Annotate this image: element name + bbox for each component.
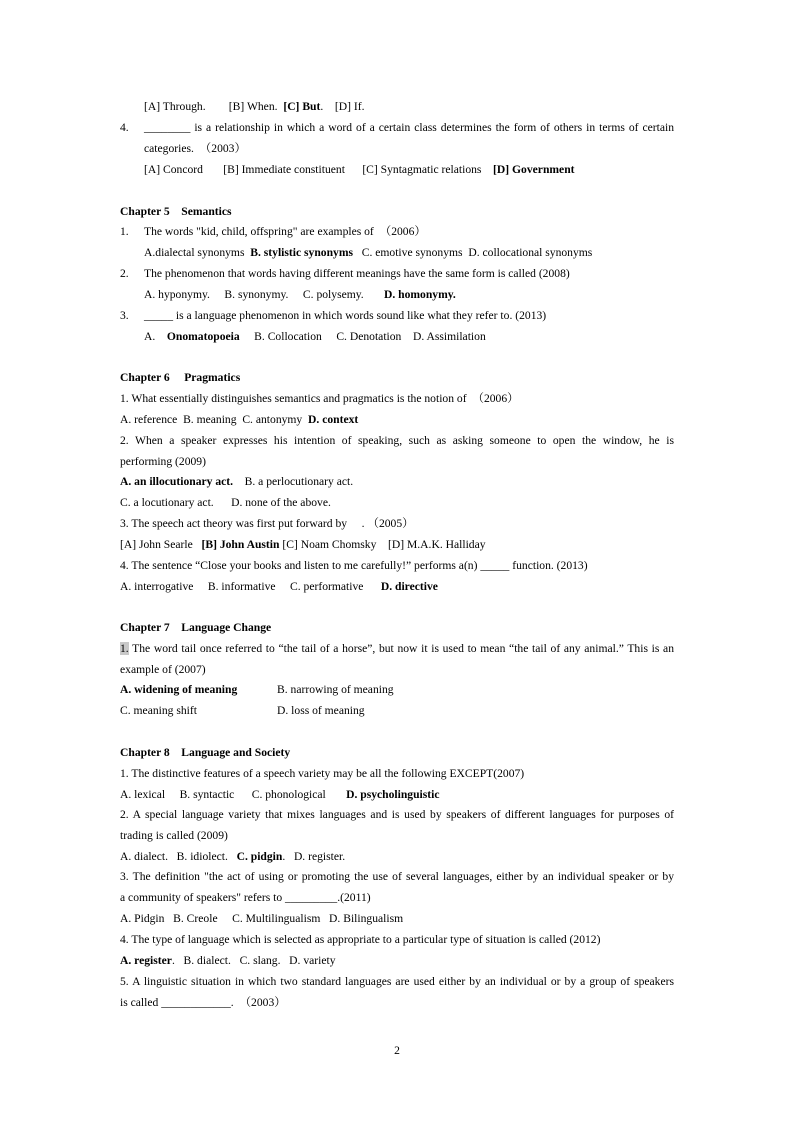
- syntax-q3-options: [A] Through. [B] When. [C] But. [D] If.: [144, 100, 365, 113]
- syntax-q4-text: ________ is a relationship in which a word of a certain class determines the form of others in terms of certain: [144, 121, 674, 134]
- chapter-8-heading: Chapter 8 Language and Society: [120, 746, 291, 759]
- option-a: A. Pidgin: [120, 912, 165, 925]
- option-c: C. antonymy: [242, 413, 303, 426]
- option-d: D. Bilingualism: [329, 912, 404, 925]
- option-b: B. dialect.: [183, 954, 231, 967]
- option-c: C. performative: [290, 580, 364, 593]
- question-number: 3.: [120, 309, 129, 322]
- ch6-q2-options-row2: [120, 496, 331, 510]
- ch7-q1-option-c: C. meaning shift: [120, 704, 197, 717]
- ch7-q1-option-b: B. narrowing of meaning: [277, 683, 394, 696]
- ch6-q3-text: 3. The speech act theory was first put forward by . （2005）: [120, 517, 414, 530]
- option-a: A. reference: [120, 413, 178, 426]
- option-c: C. polysemy.: [302, 288, 364, 301]
- ch5-q1-text: The words "kid, child, offspring" are examples of （2006）: [144, 225, 426, 238]
- ch8-q3-text-cont: a community of speakers" refers to _________.(2011): [120, 891, 371, 904]
- option-c: [C] Noam Chomsky: [282, 538, 377, 551]
- ch8-q4-options: A. register. B. dialect. C. slang. D. variety: [120, 954, 336, 967]
- ch8-q3-text: 3. The definition "the act of using or promoting the use of several languages, either by an individual speaker or by: [120, 870, 674, 883]
- option-d-answer: D. psycholinguistic: [346, 788, 440, 801]
- ch7-q1-text: [120, 642, 674, 656]
- ch5-q2-options: [144, 288, 456, 302]
- highlighted-question-number: 1.: [120, 642, 129, 655]
- option-b: B. Creole: [173, 912, 218, 925]
- ch7-q1-option-d: D. loss of meaning: [277, 704, 365, 717]
- ch6-q2-text: 2. When a speaker expresses his intention of speaking, such as asking someone to open the window, he is: [120, 434, 674, 447]
- option-b: B. meaning: [183, 413, 237, 426]
- option-a-answer: Onomatopoeia: [166, 330, 240, 343]
- option-b-answer: [B] John Austin: [201, 538, 280, 551]
- ch8-q2-options: A. dialect. B. idiolect. C. pidgin. D. register.: [120, 850, 346, 863]
- chapter-6-heading: Chapter 6 Pragmatics: [120, 371, 241, 384]
- option-a: [A] Through.: [144, 100, 206, 113]
- option-c: [C] Syntagmatic relations: [362, 163, 482, 176]
- ch7-q1-option-a-answer: A. widening of meaning: [120, 683, 238, 696]
- ch8-q2-text: 2. A special language variety that mixes languages and is used by speakers of different languages for purposes of: [120, 808, 674, 821]
- ch5-q3-options: [144, 330, 486, 344]
- option-a: A. lexical: [120, 788, 166, 801]
- option-b: B. idiolect.: [176, 850, 228, 863]
- option-d-answer: D. directive: [380, 580, 438, 593]
- option-d-answer: D. homonymy.: [383, 288, 456, 301]
- ch6-q1-text: 1. What essentially distinguishes semantics and pragmatics is the notion of （2006）: [120, 392, 519, 405]
- ch7-q1-text-body: The word tail once referred to “the tail of a horse”, but now it is used to mean “the tail of any animal.” This is an: [128, 642, 674, 655]
- ch5-q3-text: _____ is a language phenomenon in which words sound like what they refer to. (2013): [144, 309, 547, 322]
- ch6-q3-options: [120, 538, 486, 552]
- ch6-q2-options-row1: [120, 475, 353, 489]
- option-c-answer: [C] But: [283, 100, 321, 113]
- option-a: A. hyponymy.: [144, 288, 210, 301]
- syntax-q4-text-cont: categories. （2003）: [144, 142, 247, 155]
- ch8-q3-options: [120, 912, 403, 926]
- option-d: D. variety: [289, 954, 336, 967]
- option-d-answer: [D] Government: [493, 163, 575, 176]
- option-c: C. phonological: [251, 788, 326, 801]
- ch6-q4-text: 4. The sentence “Close your books and listen to me carefully!” performs a(n) _____ function. (2013): [120, 559, 588, 572]
- ch8-q2-text-cont: trading is called (2009): [120, 829, 228, 842]
- option-b: B. syntactic: [179, 788, 235, 801]
- question-number: 1.: [120, 225, 129, 238]
- question-number: 4.: [120, 121, 129, 134]
- option-b: [B] When.: [228, 100, 278, 113]
- page-number: 2: [394, 1044, 400, 1057]
- ch8-q4-text: 4. The type of language which is selected as appropriate to a particular type of situation is called (2012): [120, 933, 601, 946]
- option-b: B. a perlocutionary act.: [244, 475, 354, 488]
- ch5-q1-options: [144, 246, 592, 260]
- chapter-5-heading: Chapter 5 Semantics: [120, 205, 232, 218]
- option-d-answer: D. context: [308, 413, 359, 426]
- ch7-q1-text-cont: example of (2007): [120, 663, 206, 676]
- option-d: [D] If.: [334, 100, 365, 113]
- option-b: B. Collocation: [254, 330, 322, 343]
- option-b: B. synonymy.: [224, 288, 289, 301]
- option-b: B. informative: [207, 580, 276, 593]
- option-d: D. collocational synonyms: [468, 246, 593, 259]
- ch8-q5-text: 5. A linguistic situation in which two standard languages are used either by an individual or by a group of speakers: [120, 975, 674, 988]
- ch6-q4-options: [120, 580, 438, 594]
- question-number: 2.: [120, 267, 129, 280]
- option-a-answer: A. an illocutionary act.: [120, 475, 234, 488]
- option-b: [B] Immediate constituent: [223, 163, 345, 176]
- option-b-answer: B. stylistic synonyms: [250, 246, 354, 259]
- option-a-label: A.: [144, 330, 156, 343]
- option-a: [A] Concord: [144, 163, 203, 176]
- option-d: D. Assimilation: [412, 330, 486, 343]
- option-c: C. a locutionary act.: [120, 496, 214, 509]
- option-a: A. dialect.: [120, 850, 168, 863]
- option-d: D. register.: [293, 850, 346, 863]
- ch8-q5-text-cont: is called ____________. （2003）: [120, 996, 286, 1009]
- option-c: C. emotive synonyms: [361, 246, 463, 259]
- option-c-answer: C. pidgin: [236, 850, 283, 863]
- ch6-q2-text-cont: performing (2009): [120, 455, 206, 468]
- ch8-q1-text: 1. The distinctive features of a speech variety may be all the following EXCEPT(2007): [120, 767, 525, 780]
- option-c: C. Denotation: [336, 330, 402, 343]
- option-a-answer: A. register: [120, 954, 172, 967]
- option-c: C. Multilingualism: [232, 912, 321, 925]
- option-d: D. none of the above.: [231, 496, 331, 509]
- ch5-q2-text: The phenomenon that words having different meanings have the same form is called (2008): [144, 267, 570, 280]
- ch6-q1-options: [120, 413, 358, 427]
- option-d: [D] M.A.K. Halliday: [387, 538, 486, 551]
- chapter-7-heading: Chapter 7 Language Change: [120, 621, 272, 634]
- ch8-q1-options: [120, 788, 440, 802]
- option-a: [A] John Searle: [120, 538, 193, 551]
- option-c: C. slang.: [239, 954, 281, 967]
- option-a: A.dialectal synonyms: [144, 246, 245, 259]
- option-a: A. interrogative: [120, 580, 194, 593]
- syntax-q4-options: [144, 163, 575, 177]
